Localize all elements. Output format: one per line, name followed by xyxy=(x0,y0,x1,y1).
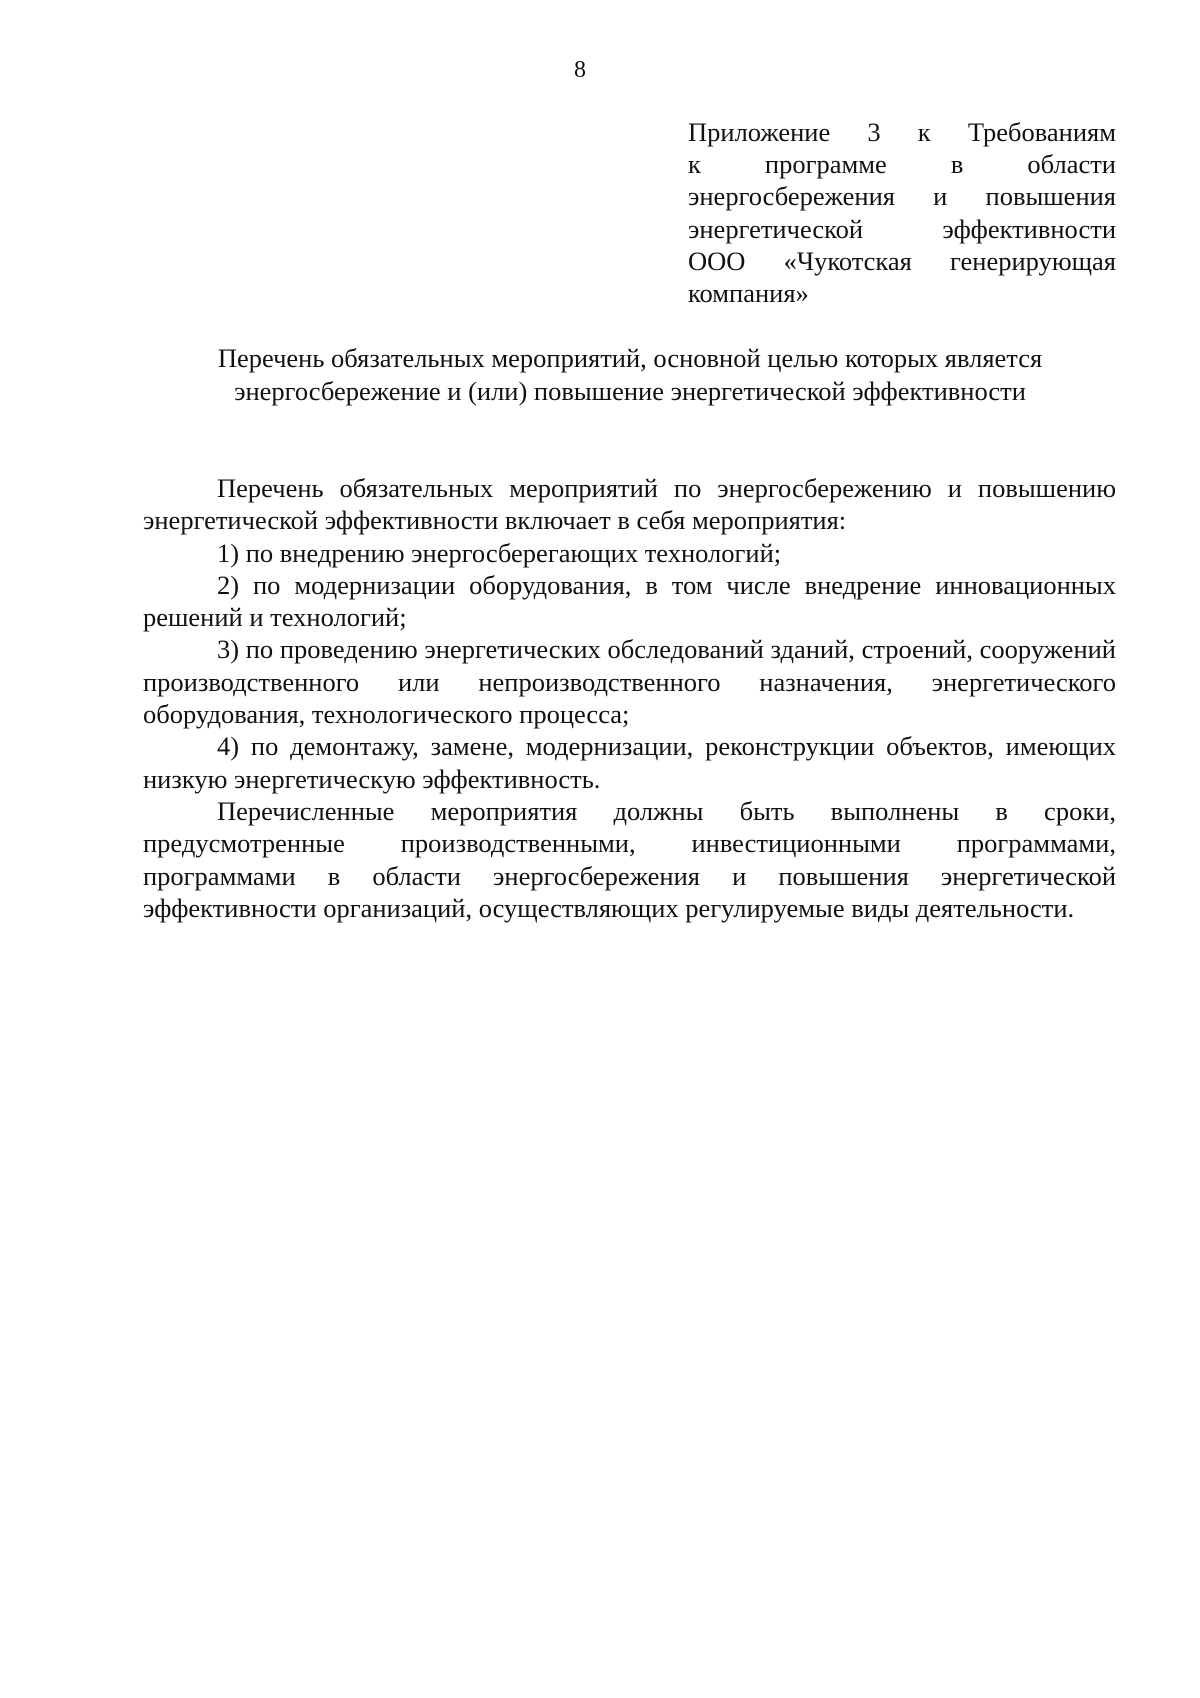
document-body xyxy=(143,472,1116,924)
appendix-line: Приложение 3 к Требованиям xyxy=(688,117,1116,147)
appendix-line: энергосбережения и повышения xyxy=(688,181,1116,212)
intro-paragraph: Перечень обязательных мероприятий по энергосбережению и повышению энергетической эффективности включает в себя мероприятия: xyxy=(143,473,1116,536)
appendix-line: компания» xyxy=(688,278,809,309)
page-number: 8 xyxy=(574,57,586,83)
appendix-note xyxy=(688,116,1116,309)
appendix-line: ООО «Чукотская генерирующая xyxy=(688,245,1116,276)
list-item-1: 1) по внедрению энергосберегающих технологий; xyxy=(217,537,782,568)
appendix-line: к программе в области xyxy=(688,149,1116,180)
appendix-line: энергетической эффективности xyxy=(688,213,1116,244)
list-item-2: 2) по модернизации оборудования, в том числе внедрение инновационных решений и технологий; xyxy=(143,569,1116,633)
list-item-3: 3) по проведению энергетических обследований зданий, строений, сооружений производственного или непроизводственного назначения, энергетического оборудования, технологического процесса; xyxy=(143,634,1116,730)
closing-paragraph: Перечисленные мероприятия должны быть выполнены в сроки, предусмотренные производственными, инвестиционными программами, программами в области энергосбережения и повышения энергетической эффективности организаций, осуществляющих регулируемые виды деятельности. xyxy=(143,795,1116,923)
title-line: энергосбережение и (или) повышение энергетической эффективности xyxy=(234,375,1026,406)
list-item-4: 4) по демонтажу, замене, модернизации, реконструкции объектов, имеющих низкую энергетическую эффективность. xyxy=(143,731,1116,794)
title-line: Перечень обязательных мероприятий, основной целью которых является xyxy=(217,343,1043,373)
document-title xyxy=(100,342,1160,407)
